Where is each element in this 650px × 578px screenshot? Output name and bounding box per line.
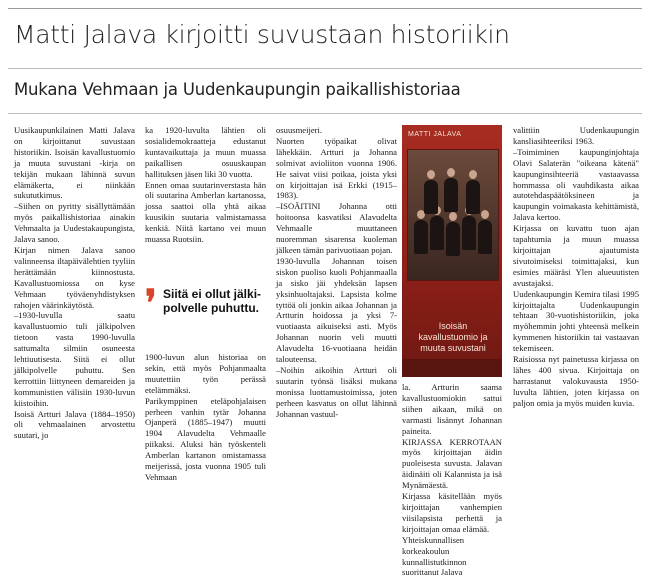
text-column-5 xyxy=(513,125,639,507)
paragraph: 1900-luvun alun historiaa on sekin, että myös Pohjanmaalta muutettiin työn perässä etelämmäksi. xyxy=(145,352,266,395)
paragraph: Uudenkaupungin Kemira tilasi 1995 kirjoittajalta Uudenkaupungin tehtaan 30-vuotishistoriikin, joka myöhemmin johti yhteensä melkein kymmenen historiikin tai vastaavan tekemiseen. xyxy=(513,288,639,354)
divider xyxy=(8,113,642,114)
family-photo xyxy=(407,149,499,281)
paragraph: 1930-luvulla Johannan toisen siskon puoliso kuoli Pohjanmaalla ja sisko jäi yhdeksän lapsen yksinhuoltajaksi. Lapsista kolme tyttöä oli jonkin aikaa Johannan ja Artturin hoidossa ja yksi 7-vuotiaasta aikuiseksi asti. Myös Johannan nuorin veli muutti Alavudelta 16-vuotiaana heidän talouteensa. xyxy=(276,255,397,365)
paragraph: –Siihen on pyritty sisällyttämään myös paikallishistoriaa ainakin Vehmaalta ja Uudestakaupungista, Jalava sanoo. xyxy=(14,201,135,245)
paragraph: la. Artturin saama kavallustuomiokin sattui siihen aikaan, mikä on varmasti lisännyt Johannan paineita. xyxy=(402,382,502,436)
text-column-2 xyxy=(145,125,266,285)
paragraph: valittiin Uudenkaupungin kansliasihteeriksi 1963. xyxy=(513,125,639,146)
paragraph: Raisiossa nyt painetussa kirjassa on lähes 400 sivua. Kirjoittaja on harrastanut valokuvausta 1950-luvulta lähtien, joten kirjassa on paljon omia ja myös muiden kuvia. xyxy=(513,354,639,408)
paragraph: Uusikaupunkilainen Matti Jalava on kirjoittanut suvustaan historiikin. Isoisän kavallustuomio ja muuta suvustani -kirja on tekijän mukaan lähinnä suvun elämäkerta, ei niinkään sukututkimus. xyxy=(14,125,135,201)
subheadline: Mukana Vehmaan ja Uudenkaupungin paikallishistoriaa xyxy=(14,80,461,99)
book-cover-author: MATTI JALAVA xyxy=(408,131,462,138)
paragraph: Ennen omaa suutarinverstasta hän oli suutarina Amberlan kartanossa, jossa saattoi olla yhtä aikaa kuusikin suutaria valmistamassa kenkiä. Niitä kartano vei muun muassa Ruotsiin. xyxy=(145,179,266,245)
paragraph: Kirjan nimen Jalava sanoo valinneensa iltapäivälehtien tyyliin herättämään kiinnostusta. Kavallustuomiossa on kyse Vehmaan työväenyhdistyksen rahojen väärinkäytöstä. xyxy=(14,244,135,310)
text-column-4 xyxy=(402,382,502,578)
book-cover-image xyxy=(402,125,502,377)
paragraph: Kirjassa käsitellään myös kirjoittajan vanhempien viisilapsista perhettä ja kirjoittajan omaa elämää. xyxy=(402,491,502,534)
pull-quote-text: Siitä ei ollut jälki-polvelle puhuttu. xyxy=(163,287,262,315)
pull-quote xyxy=(145,282,266,345)
paragraph: ka 1920-luvulta lähtien oli sosialidemokraatteja edustanut kuntavaikuttaja ja muun muassa paikallisen osuuskaupan hallituksen jäsen liki 30 vuotta. xyxy=(145,125,266,179)
paragraph: –Noihin aikoihin Artturi oli suutarin työnsä lisäksi mukana monissa luottamustoimissa, joten perheen kasvatus on ollut lähinnä Johannan vastuul- xyxy=(276,364,397,419)
text-column-2b xyxy=(145,352,266,507)
paragraph: Nuorten työpaikat olivat lähekkäin. Artturi ja Johanna solmivat avioliiton vuonna 1906. He saivat viisi poikaa, joista yksi on kirjoittajan isä Erkki (1915–1983). xyxy=(276,135,397,201)
paragraph: osuusmeijeri. xyxy=(276,125,323,135)
paragraph: –Toimiminen kaupunginjohtaja Olavi Salaterän "oikeana kätenä" kaupunginsihteeriä vastaavassa hommassa oli vauhdikasta aikaa autotehdaspäätöksineen ja kaupungin voimakasta kehittämistä, Jalava kertoo. xyxy=(513,146,639,223)
divider xyxy=(8,68,642,69)
paragraph: Isoisä Artturi Jalava (1884–1950) oli vehmaalainen arvostettu suutari, jo xyxy=(14,408,135,441)
headline: Matti Jalava kirjoitti suvustaan historiikin xyxy=(14,20,510,49)
paragraph: –ISOÄITINI Johanna otti hoitoonsa kasvatiksi Alavudelta Vehmaalle muuttaneen nuoremman sisarensa kuoleman jälkeen tämän parivuotiaan pojan. xyxy=(276,201,397,255)
paragraph: KIRJASSA KERROTAAN myös kirjoittajan äidin puoleisesta suvusta. Jalavan äidinäiti oli Kalannista ja isä Mynämäestä. xyxy=(402,436,502,491)
quote-mark-icon: ❜ xyxy=(145,282,157,323)
text-column-1 xyxy=(14,125,135,507)
paragraph: Parikymppinen eteläpohjalaisen perheen vanhin tytär Johanna Ojanperä (1885–1947) muutti 1904 Alavudelta Vehmaalle piikaksi. Aluksi hän työskenteli Amberlan kartanon omistamassa meijerissä, josta vuonna 1905 tuli Vehmaan xyxy=(145,395,266,482)
paragraph: Kirjassa on kuvattu tuon ajan tapahtumia ja muun muassa kirjoittajan ajautumista sivutoimiseksi toimittajaksi, kun esimies määräsi Ylen alueuutisten avustajaksi. xyxy=(513,223,639,288)
text-column-3 xyxy=(276,125,397,507)
book-cover-title: Isoisän kavallustuomio ja muuta suvustani xyxy=(418,321,488,353)
paragraph: Yhteiskunnallisen korkeakoulun kunnallistutkinnon suorittanut Jalava xyxy=(402,534,467,578)
paragraph: –1930-luvulla saatu kavallustuomio tuli jälkipolven tietoon vasta 1990-luvulla sattumalta silmiin osuneesta lehtiuutisesta. Siitä ei ollut jälkipolvelle puhuttu. Sen kerrottiin liittyneen demareiden ja kommunistien välisiin 1930-luvun kiistoihin. xyxy=(14,310,135,408)
